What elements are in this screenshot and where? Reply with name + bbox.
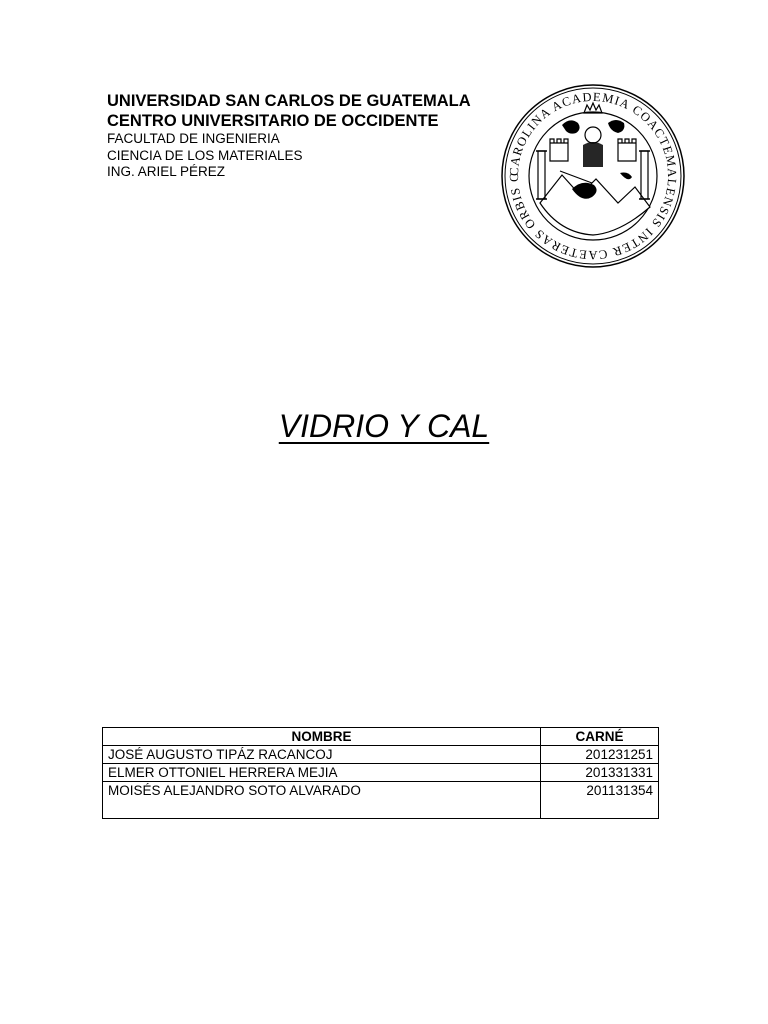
institution-header	[107, 91, 507, 181]
student-carne: 201331331	[541, 764, 659, 782]
professor-name: ING. ARIEL PÉREZ	[107, 164, 226, 179]
student-carne: 201231251	[541, 746, 659, 764]
column-header-carne: CARNÉ	[541, 728, 659, 746]
university-name: UNIVERSIDAD SAN CARLOS DE GUATEMALA	[107, 92, 471, 110]
student-name: MOISÉS ALEJANDRO SOTO ALVARADO	[103, 782, 541, 819]
course-name: CIENCIA DE LOS MATERIALES	[107, 147, 303, 163]
student-carne: 201131354	[541, 782, 659, 819]
table-row	[103, 764, 659, 782]
faculty-name: FACULTAD DE INGENIERIA	[107, 131, 280, 146]
students-table	[102, 727, 659, 819]
document-title-text: VIDRIO Y CAL	[278, 408, 490, 444]
center-name: CENTRO UNIVERSITARIO DE OCCIDENTE	[107, 112, 439, 130]
document-title	[0, 406, 768, 446]
table-row	[103, 746, 659, 764]
student-name: ELMER OTTONIEL HERRERA MEJIA	[103, 764, 541, 782]
university-seal-icon	[500, 83, 686, 269]
svg-text:CAROLINA ACADEMIA COACTEMALENS: CAROLINA ACADEMIA COACTEMALENSIS INTER CAETERAS ORBIS C	[506, 89, 680, 263]
student-name: JOSÉ AUGUSTO TIPÁZ RACANCOJ	[103, 746, 541, 764]
column-header-name: NOMBRE	[103, 728, 541, 746]
table-row	[103, 782, 659, 819]
table-header-row	[103, 728, 659, 746]
